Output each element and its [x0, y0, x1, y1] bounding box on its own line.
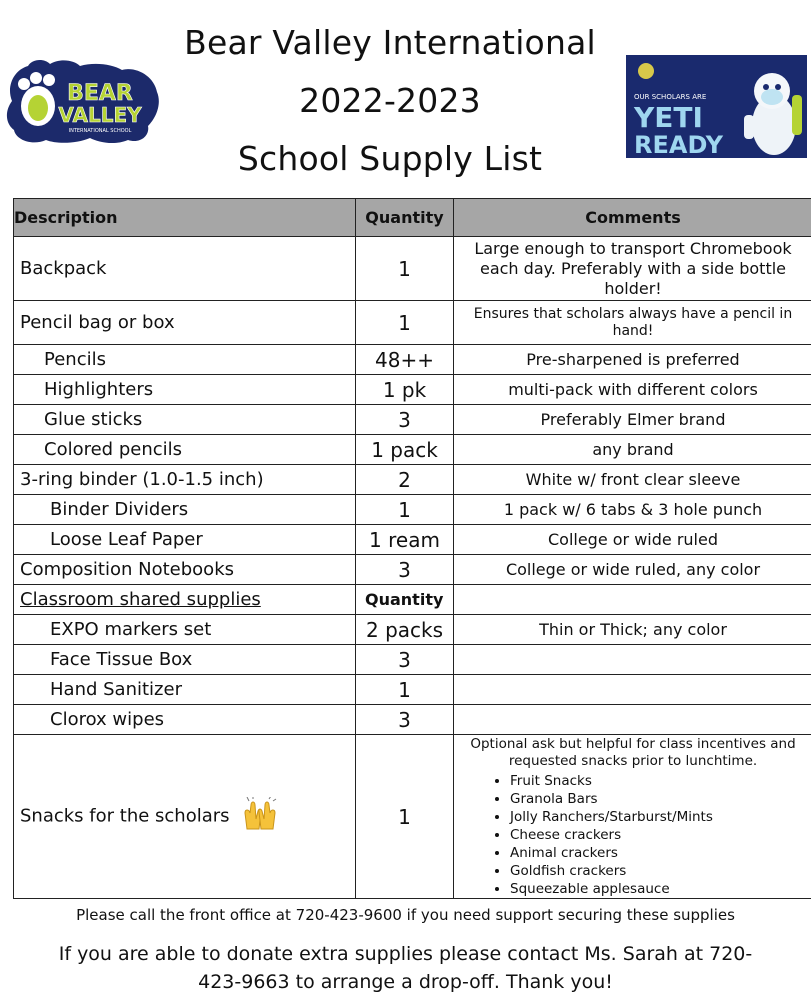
- supply-table: [13, 198, 811, 899]
- table-row: [14, 645, 811, 675]
- row-comments: College or wide ruled: [454, 525, 811, 555]
- row-quantity: 1 ream: [356, 525, 454, 555]
- row-comments: [454, 705, 811, 735]
- yeti-tagline: OUR SCHOLARS ARE: [634, 93, 707, 101]
- snacks-intro: Optional ask but helpful for class incentives and requested snacks prior to lunchtime.: [470, 735, 796, 769]
- shared-supplies-header-row: [14, 585, 811, 615]
- row-comments: 1 pack w/ 6 tabs & 3 hole punch: [454, 495, 811, 525]
- header-description: Description: [14, 199, 356, 237]
- table-row: [14, 705, 811, 735]
- shared-comments-empty: [454, 585, 811, 615]
- row-description: Colored pencils: [14, 435, 356, 465]
- logo-text-valley: VALLEY: [58, 103, 142, 127]
- row-comments: Pre-sharpened is preferred: [454, 345, 811, 375]
- row-comments: White w/ front clear sleeve: [454, 465, 811, 495]
- table-row: [14, 345, 811, 375]
- ready-word: READY: [634, 131, 724, 158]
- row-quantity: 1 pack: [356, 435, 454, 465]
- table-row: [14, 465, 811, 495]
- list-item: • Jolly Ranchers/Starburst/Mints: [510, 808, 811, 826]
- table-header-row: [14, 199, 811, 237]
- yeti-word: YETI: [634, 101, 703, 134]
- list-item: • Animal crackers: [510, 844, 811, 862]
- row-comments: Ensures that scholars always have a pencil in hand!: [454, 301, 811, 345]
- bear-valley-logo: [2, 56, 162, 146]
- table-row: [14, 237, 811, 301]
- snacks-list: [454, 772, 811, 898]
- row-quantity: 3: [356, 405, 454, 435]
- logo-text-bear: BEAR: [67, 81, 133, 106]
- shared-supplies-heading: Classroom shared supplies: [14, 585, 356, 615]
- row-comments: any brand: [454, 435, 811, 465]
- row-quantity: 2 packs: [356, 615, 454, 645]
- table-row: [14, 525, 811, 555]
- table-row: [14, 495, 811, 525]
- snacks-comments-cell: [454, 735, 811, 899]
- row-description: Hand Sanitizer: [14, 675, 356, 705]
- row-description: Backpack: [14, 237, 356, 301]
- table-row: [14, 301, 811, 345]
- table-row: [14, 555, 811, 585]
- row-quantity: 3: [356, 705, 454, 735]
- header-comments: Comments: [454, 199, 811, 237]
- row-description: Face Tissue Box: [14, 645, 356, 675]
- row-description: EXPO markers set: [14, 615, 356, 645]
- row-description: Highlighters: [14, 375, 356, 405]
- row-description: Composition Notebooks: [14, 555, 356, 585]
- logo-subtitle: INTERNATIONAL SCHOOL: [68, 128, 132, 134]
- row-comments: multi-pack with different colors: [454, 375, 811, 405]
- row-description: Clorox wipes: [14, 705, 356, 735]
- table-row: [14, 375, 811, 405]
- row-comments: [454, 645, 811, 675]
- row-description: 3-ring binder (1.0-1.5 inch): [14, 465, 356, 495]
- row-quantity: 1: [356, 237, 454, 301]
- row-comments: Preferably Elmer brand: [454, 405, 811, 435]
- row-quantity: 1: [356, 301, 454, 345]
- raising-hands-icon: [241, 797, 279, 836]
- table-row: [14, 405, 811, 435]
- row-description: Glue sticks: [14, 405, 356, 435]
- table-row: [14, 435, 811, 465]
- list-title: School Supply List: [237, 139, 543, 178]
- row-comments: College or wide ruled, any color: [454, 555, 811, 585]
- school-year: 2022-2023: [299, 81, 481, 120]
- row-quantity: 3: [356, 645, 454, 675]
- row-comments: Thin or Thick; any color: [454, 615, 811, 645]
- row-quantity: 1: [356, 495, 454, 525]
- yeti-ready-logo: [626, 55, 807, 158]
- row-quantity: 1 pk: [356, 375, 454, 405]
- footer-donation-note: If you are able to donate extra supplies please contact Ms. Sarah at 720-423-9663 to arrange a drop-off. Thank you!: [58, 943, 753, 993]
- row-comments: Large enough to transport Chromebook each day. Preferably with a side bottle holder!: [454, 237, 811, 301]
- snacks-description: Snacks for the scholars: [20, 805, 230, 827]
- snacks-quantity: 1: [356, 735, 454, 899]
- school-name: Bear Valley International: [184, 23, 596, 62]
- table-row: [14, 615, 811, 645]
- footer-support-note: Please call the front office at 720-423-9600 if you need support securing these supplies: [76, 906, 735, 924]
- shared-quantity-heading: Quantity: [356, 585, 454, 615]
- row-comments: [454, 675, 811, 705]
- row-quantity: 2: [356, 465, 454, 495]
- snacks-description-cell: [14, 735, 356, 899]
- list-item: • Squeezable applesauce: [510, 880, 811, 898]
- table-row: [14, 675, 811, 705]
- title-block: [180, 14, 600, 188]
- row-description: Loose Leaf Paper: [14, 525, 356, 555]
- list-item: • Granola Bars: [510, 790, 811, 808]
- list-item: • Goldfish crackers: [510, 862, 811, 880]
- list-item: • Cheese crackers: [510, 826, 811, 844]
- row-quantity: 1: [356, 675, 454, 705]
- row-quantity: 3: [356, 555, 454, 585]
- row-description: Binder Dividers: [14, 495, 356, 525]
- snacks-row: [14, 735, 811, 899]
- row-description: Pencils: [14, 345, 356, 375]
- header-quantity: Quantity: [356, 199, 454, 237]
- row-description: Pencil bag or box: [14, 301, 356, 345]
- row-quantity: 48++: [356, 345, 454, 375]
- list-item: • Fruit Snacks: [510, 772, 811, 790]
